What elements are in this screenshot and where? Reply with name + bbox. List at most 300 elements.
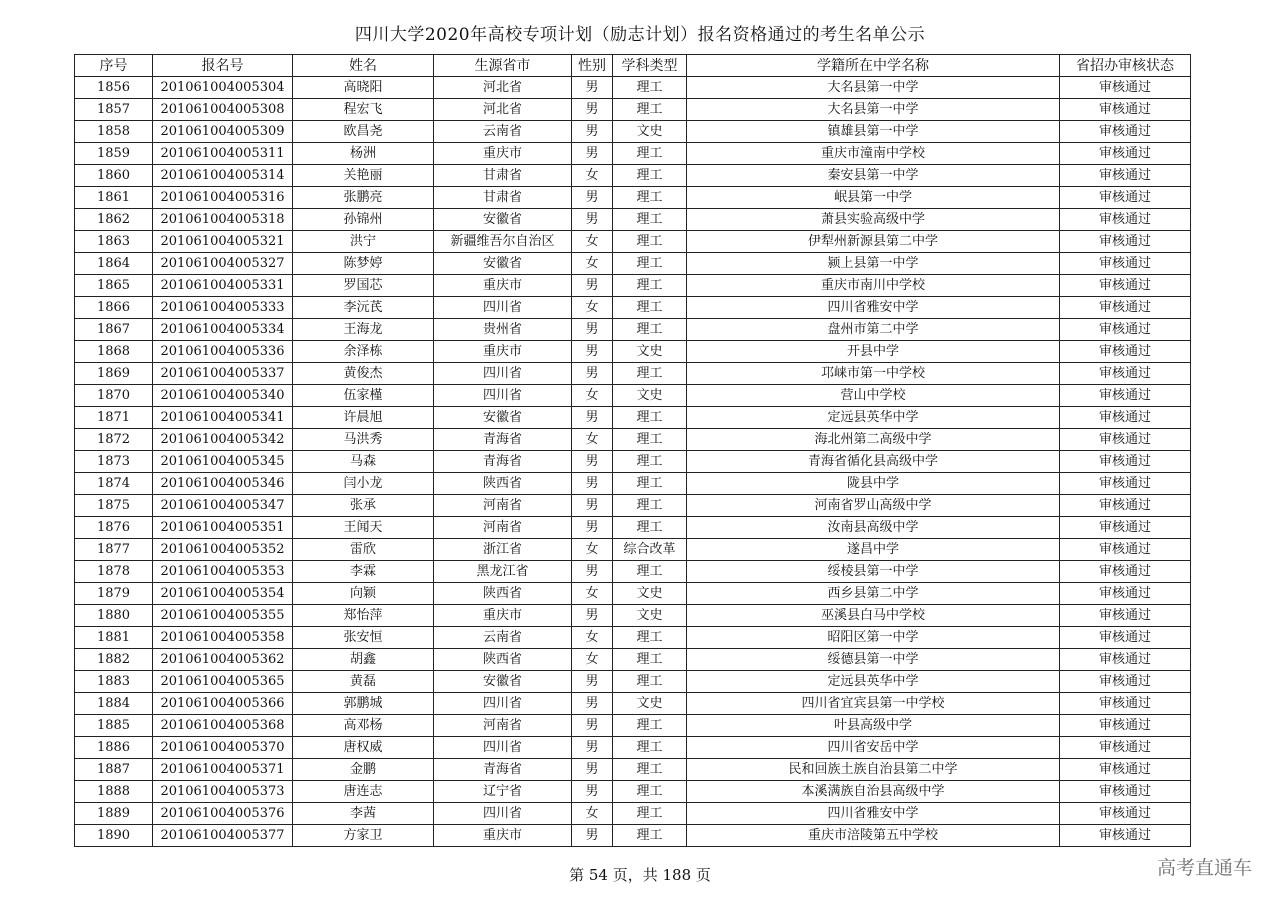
cell-subject: 综合改革	[613, 539, 687, 561]
cell-school: 重庆市潼南中学校	[687, 143, 1060, 165]
roster-table	[74, 54, 1191, 847]
table-row	[75, 495, 1191, 517]
table-row	[75, 561, 1191, 583]
cell-gender: 男	[572, 825, 613, 847]
cell-index: 1860	[75, 165, 153, 187]
cell-index: 1863	[75, 231, 153, 253]
cell-index: 1877	[75, 539, 153, 561]
cell-province: 新疆维吾尔自治区	[434, 231, 572, 253]
cell-school: 重庆市南川中学校	[687, 275, 1060, 297]
cell-school: 巫溪县白马中学校	[687, 605, 1060, 627]
cell-school: 本溪满族自治县高级中学	[687, 781, 1060, 803]
page-number: 第 54 页，共 188 页	[569, 866, 711, 884]
cell-gender: 男	[572, 781, 613, 803]
cell-name: 陈梦婷	[293, 253, 434, 275]
cell-name: 李霖	[293, 561, 434, 583]
cell-school: 青海省循化县高级中学	[687, 451, 1060, 473]
cell-subject: 理工	[613, 759, 687, 781]
cell-subject: 理工	[613, 473, 687, 495]
cell-status: 审核通过	[1060, 209, 1191, 231]
cell-status: 审核通过	[1060, 495, 1191, 517]
cell-index: 1888	[75, 781, 153, 803]
table-row	[75, 165, 1191, 187]
cell-province: 贵州省	[434, 319, 572, 341]
cell-school: 四川省宜宾县第一中学校	[687, 693, 1060, 715]
cell-gender: 女	[572, 583, 613, 605]
cell-status: 审核通过	[1060, 671, 1191, 693]
cell-province: 重庆市	[434, 825, 572, 847]
table-row	[75, 209, 1191, 231]
cell-reg-no: 201061004005368	[153, 715, 293, 737]
cell-school: 绥棱县第一中学	[687, 561, 1060, 583]
cell-school: 汝南县高级中学	[687, 517, 1060, 539]
cell-name: 闫小龙	[293, 473, 434, 495]
cell-status: 审核通过	[1060, 583, 1191, 605]
cell-school: 秦安县第一中学	[687, 165, 1060, 187]
cell-reg-no: 201061004005376	[153, 803, 293, 825]
cell-index: 1868	[75, 341, 153, 363]
table-row	[75, 143, 1191, 165]
table-body	[75, 77, 1191, 847]
cell-name: 金鹏	[293, 759, 434, 781]
cell-reg-no: 201061004005327	[153, 253, 293, 275]
cell-status: 审核通过	[1060, 517, 1191, 539]
cell-subject: 理工	[613, 495, 687, 517]
cell-province: 浙江省	[434, 539, 572, 561]
cell-index: 1881	[75, 627, 153, 649]
cell-gender: 男	[572, 517, 613, 539]
cell-province: 四川省	[434, 737, 572, 759]
page-title: 四川大学2020年高校专项计划（励志计划）报名资格通过的考生名单公示	[354, 25, 926, 45]
table-row	[75, 363, 1191, 385]
cell-name: 杨洲	[293, 143, 434, 165]
cell-reg-no: 201061004005352	[153, 539, 293, 561]
table-row	[75, 539, 1191, 561]
col-header-subject: 学科类型	[613, 55, 687, 77]
cell-reg-no: 201061004005373	[153, 781, 293, 803]
cell-gender: 男	[572, 77, 613, 99]
cell-name: 孙锦州	[293, 209, 434, 231]
cell-subject: 文史	[613, 341, 687, 363]
cell-province: 甘肃省	[434, 165, 572, 187]
cell-reg-no: 201061004005353	[153, 561, 293, 583]
cell-school: 大名县第一中学	[687, 99, 1060, 121]
cell-status: 审核通过	[1060, 649, 1191, 671]
cell-gender: 女	[572, 429, 613, 451]
cell-reg-no: 201061004005345	[153, 451, 293, 473]
cell-province: 四川省	[434, 803, 572, 825]
cell-index: 1879	[75, 583, 153, 605]
cell-school: 四川省安岳中学	[687, 737, 1060, 759]
cell-gender: 男	[572, 715, 613, 737]
cell-school: 颍上县第一中学	[687, 253, 1060, 275]
cell-subject: 文史	[613, 693, 687, 715]
cell-reg-no: 201061004005333	[153, 297, 293, 319]
table-row	[75, 627, 1191, 649]
table-row	[75, 297, 1191, 319]
cell-name: 向颖	[293, 583, 434, 605]
cell-gender: 男	[572, 759, 613, 781]
cell-reg-no: 201061004005362	[153, 649, 293, 671]
cell-index: 1870	[75, 385, 153, 407]
cell-status: 审核通过	[1060, 561, 1191, 583]
cell-status: 审核通过	[1060, 385, 1191, 407]
cell-status: 审核通过	[1060, 825, 1191, 847]
cell-school: 河南省罗山高级中学	[687, 495, 1060, 517]
cell-reg-no: 201061004005334	[153, 319, 293, 341]
cell-index: 1857	[75, 99, 153, 121]
cell-name: 王闻天	[293, 517, 434, 539]
cell-name: 高邓杨	[293, 715, 434, 737]
table-row	[75, 517, 1191, 539]
cell-school: 重庆市涪陵第五中学校	[687, 825, 1060, 847]
cell-status: 审核通过	[1060, 165, 1191, 187]
cell-province: 重庆市	[434, 275, 572, 297]
cell-gender: 男	[572, 363, 613, 385]
cell-school: 四川省雅安中学	[687, 803, 1060, 825]
table-row	[75, 385, 1191, 407]
cell-school: 大名县第一中学	[687, 77, 1060, 99]
col-header-school: 学籍所在中学名称	[687, 55, 1060, 77]
cell-status: 审核通过	[1060, 781, 1191, 803]
cell-subject: 理工	[613, 627, 687, 649]
table-row	[75, 737, 1191, 759]
cell-reg-no: 201061004005314	[153, 165, 293, 187]
cell-reg-no: 201061004005355	[153, 605, 293, 627]
cell-subject: 理工	[613, 451, 687, 473]
cell-school: 遂昌中学	[687, 539, 1060, 561]
table-row	[75, 649, 1191, 671]
cell-index: 1865	[75, 275, 153, 297]
cell-index: 1862	[75, 209, 153, 231]
cell-province: 甘肃省	[434, 187, 572, 209]
cell-gender: 男	[572, 737, 613, 759]
cell-reg-no: 201061004005366	[153, 693, 293, 715]
cell-index: 1878	[75, 561, 153, 583]
cell-province: 四川省	[434, 363, 572, 385]
col-header-gender: 性别	[572, 55, 613, 77]
cell-gender: 女	[572, 803, 613, 825]
cell-province: 陕西省	[434, 649, 572, 671]
cell-status: 审核通过	[1060, 341, 1191, 363]
cell-name: 许晨旭	[293, 407, 434, 429]
cell-name: 李沅芪	[293, 297, 434, 319]
cell-gender: 男	[572, 693, 613, 715]
col-header-status: 省招办审核状态	[1060, 55, 1191, 77]
table-row	[75, 671, 1191, 693]
table-row	[75, 99, 1191, 121]
cell-school: 海北州第二高级中学	[687, 429, 1060, 451]
cell-index: 1876	[75, 517, 153, 539]
cell-reg-no: 201061004005370	[153, 737, 293, 759]
cell-index: 1887	[75, 759, 153, 781]
table-row	[75, 77, 1191, 99]
cell-gender: 女	[572, 649, 613, 671]
cell-name: 洪宁	[293, 231, 434, 253]
cell-school: 营山中学校	[687, 385, 1060, 407]
cell-province: 重庆市	[434, 605, 572, 627]
cell-school: 定远县英华中学	[687, 407, 1060, 429]
cell-index: 1885	[75, 715, 153, 737]
cell-province: 重庆市	[434, 341, 572, 363]
cell-index: 1880	[75, 605, 153, 627]
cell-subject: 理工	[613, 671, 687, 693]
cell-gender: 女	[572, 385, 613, 407]
table-header-row	[75, 55, 1191, 77]
cell-status: 审核通过	[1060, 759, 1191, 781]
cell-subject: 理工	[613, 99, 687, 121]
cell-province: 河南省	[434, 517, 572, 539]
cell-school: 定远县英华中学	[687, 671, 1060, 693]
cell-subject: 理工	[613, 825, 687, 847]
cell-name: 雷欣	[293, 539, 434, 561]
cell-index: 1873	[75, 451, 153, 473]
cell-reg-no: 201061004005347	[153, 495, 293, 517]
cell-gender: 女	[572, 297, 613, 319]
cell-subject: 理工	[613, 319, 687, 341]
cell-reg-no: 201061004005346	[153, 473, 293, 495]
cell-gender: 女	[572, 627, 613, 649]
cell-status: 审核通过	[1060, 363, 1191, 385]
cell-gender: 男	[572, 451, 613, 473]
cell-school: 绥德县第一中学	[687, 649, 1060, 671]
col-header-index: 序号	[75, 55, 153, 77]
cell-index: 1859	[75, 143, 153, 165]
cell-reg-no: 201061004005318	[153, 209, 293, 231]
cell-gender: 女	[572, 165, 613, 187]
cell-status: 审核通过	[1060, 253, 1191, 275]
cell-index: 1867	[75, 319, 153, 341]
cell-index: 1864	[75, 253, 153, 275]
cell-reg-no: 201061004005371	[153, 759, 293, 781]
cell-name: 程宏飞	[293, 99, 434, 121]
cell-school: 陇县中学	[687, 473, 1060, 495]
cell-name: 王海龙	[293, 319, 434, 341]
table-row	[75, 781, 1191, 803]
cell-index: 1872	[75, 429, 153, 451]
cell-gender: 男	[572, 275, 613, 297]
cell-subject: 文史	[613, 583, 687, 605]
cell-subject: 理工	[613, 649, 687, 671]
cell-gender: 男	[572, 605, 613, 627]
cell-school: 岷县第一中学	[687, 187, 1060, 209]
cell-province: 重庆市	[434, 143, 572, 165]
cell-province: 陕西省	[434, 583, 572, 605]
cell-subject: 理工	[613, 143, 687, 165]
cell-school: 开县中学	[687, 341, 1060, 363]
table-row	[75, 319, 1191, 341]
table-row	[75, 231, 1191, 253]
cell-gender: 男	[572, 187, 613, 209]
table-row	[75, 803, 1191, 825]
cell-name: 郑怡萍	[293, 605, 434, 627]
cell-status: 审核通过	[1060, 737, 1191, 759]
cell-name: 张安恒	[293, 627, 434, 649]
cell-gender: 男	[572, 671, 613, 693]
cell-reg-no: 201061004005365	[153, 671, 293, 693]
cell-reg-no: 201061004005316	[153, 187, 293, 209]
cell-gender: 男	[572, 319, 613, 341]
cell-status: 审核通过	[1060, 143, 1191, 165]
cell-reg-no: 201061004005354	[153, 583, 293, 605]
cell-gender: 男	[572, 407, 613, 429]
cell-status: 审核通过	[1060, 429, 1191, 451]
cell-status: 审核通过	[1060, 231, 1191, 253]
cell-reg-no: 201061004005309	[153, 121, 293, 143]
cell-index: 1889	[75, 803, 153, 825]
table-row	[75, 429, 1191, 451]
cell-subject: 理工	[613, 297, 687, 319]
cell-name: 郭鹏城	[293, 693, 434, 715]
cell-name: 关艳丽	[293, 165, 434, 187]
cell-province: 青海省	[434, 429, 572, 451]
cell-gender: 女	[572, 539, 613, 561]
table-row	[75, 583, 1191, 605]
cell-province: 辽宁省	[434, 781, 572, 803]
cell-province: 云南省	[434, 121, 572, 143]
cell-name: 马森	[293, 451, 434, 473]
cell-index: 1875	[75, 495, 153, 517]
cell-subject: 理工	[613, 715, 687, 737]
cell-name: 张承	[293, 495, 434, 517]
cell-status: 审核通过	[1060, 297, 1191, 319]
cell-reg-no: 201061004005358	[153, 627, 293, 649]
cell-reg-no: 201061004005351	[153, 517, 293, 539]
col-header-name: 姓名	[293, 55, 434, 77]
cell-subject: 理工	[613, 275, 687, 297]
cell-subject: 理工	[613, 429, 687, 451]
cell-index: 1869	[75, 363, 153, 385]
cell-index: 1861	[75, 187, 153, 209]
table-row	[75, 121, 1191, 143]
cell-status: 审核通过	[1060, 275, 1191, 297]
cell-province: 四川省	[434, 385, 572, 407]
cell-school: 镇雄县第一中学	[687, 121, 1060, 143]
cell-subject: 理工	[613, 77, 687, 99]
cell-school: 邛崃市第一中学校	[687, 363, 1060, 385]
cell-province: 河南省	[434, 495, 572, 517]
cell-status: 审核通过	[1060, 407, 1191, 429]
cell-subject: 理工	[613, 407, 687, 429]
cell-subject: 理工	[613, 803, 687, 825]
cell-school: 伊犁州新源县第二中学	[687, 231, 1060, 253]
cell-status: 审核通过	[1060, 605, 1191, 627]
cell-subject: 理工	[613, 209, 687, 231]
cell-status: 审核通过	[1060, 187, 1191, 209]
cell-index: 1874	[75, 473, 153, 495]
cell-province: 安徽省	[434, 671, 572, 693]
cell-index: 1890	[75, 825, 153, 847]
cell-province: 四川省	[434, 297, 572, 319]
cell-subject: 文史	[613, 121, 687, 143]
cell-school: 民和回族土族自治县第二中学	[687, 759, 1060, 781]
cell-reg-no: 201061004005377	[153, 825, 293, 847]
cell-province: 河北省	[434, 99, 572, 121]
cell-status: 审核通过	[1060, 473, 1191, 495]
cell-school: 昭阳区第一中学	[687, 627, 1060, 649]
table-row	[75, 407, 1191, 429]
cell-index: 1858	[75, 121, 153, 143]
cell-index: 1856	[75, 77, 153, 99]
cell-reg-no: 201061004005336	[153, 341, 293, 363]
cell-province: 安徽省	[434, 407, 572, 429]
cell-subject: 理工	[613, 253, 687, 275]
cell-reg-no: 201061004005304	[153, 77, 293, 99]
cell-index: 1886	[75, 737, 153, 759]
cell-reg-no: 201061004005341	[153, 407, 293, 429]
cell-status: 审核通过	[1060, 77, 1191, 99]
cell-gender: 女	[572, 231, 613, 253]
table-row	[75, 451, 1191, 473]
cell-gender: 男	[572, 99, 613, 121]
cell-province: 四川省	[434, 693, 572, 715]
table-row	[75, 473, 1191, 495]
cell-province: 云南省	[434, 627, 572, 649]
cell-school: 叶县高级中学	[687, 715, 1060, 737]
cell-reg-no: 201061004005331	[153, 275, 293, 297]
table-row	[75, 693, 1191, 715]
cell-reg-no: 201061004005321	[153, 231, 293, 253]
col-header-reg-no: 报名号	[153, 55, 293, 77]
cell-name: 伍家槿	[293, 385, 434, 407]
table-row	[75, 187, 1191, 209]
cell-subject: 文史	[613, 605, 687, 627]
cell-name: 马洪秀	[293, 429, 434, 451]
cell-subject: 理工	[613, 231, 687, 253]
watermark: 高考直通车	[1156, 857, 1252, 879]
table-row	[75, 825, 1191, 847]
cell-name: 张鹏亮	[293, 187, 434, 209]
cell-status: 审核通过	[1060, 715, 1191, 737]
cell-gender: 男	[572, 473, 613, 495]
cell-index: 1866	[75, 297, 153, 319]
table-row	[75, 759, 1191, 781]
cell-subject: 理工	[613, 781, 687, 803]
cell-subject: 理工	[613, 517, 687, 539]
cell-name: 唐权威	[293, 737, 434, 759]
cell-province: 陕西省	[434, 473, 572, 495]
table-row	[75, 253, 1191, 275]
cell-subject: 理工	[613, 737, 687, 759]
cell-name: 罗国芯	[293, 275, 434, 297]
cell-subject: 理工	[613, 165, 687, 187]
table-row	[75, 275, 1191, 297]
cell-name: 余泽栋	[293, 341, 434, 363]
cell-index: 1883	[75, 671, 153, 693]
cell-school: 西乡县第二中学	[687, 583, 1060, 605]
col-header-province: 生源省市	[434, 55, 572, 77]
cell-index: 1882	[75, 649, 153, 671]
cell-province: 黑龙江省	[434, 561, 572, 583]
cell-status: 审核通过	[1060, 803, 1191, 825]
cell-name: 胡鑫	[293, 649, 434, 671]
cell-province: 青海省	[434, 759, 572, 781]
cell-reg-no: 201061004005337	[153, 363, 293, 385]
cell-province: 河北省	[434, 77, 572, 99]
cell-subject: 理工	[613, 187, 687, 209]
cell-gender: 男	[572, 143, 613, 165]
cell-province: 河南省	[434, 715, 572, 737]
cell-province: 安徽省	[434, 253, 572, 275]
cell-gender: 男	[572, 561, 613, 583]
cell-reg-no: 201061004005340	[153, 385, 293, 407]
cell-province: 青海省	[434, 451, 572, 473]
cell-subject: 理工	[613, 561, 687, 583]
cell-subject: 理工	[613, 363, 687, 385]
cell-school: 四川省雅安中学	[687, 297, 1060, 319]
cell-name: 黄磊	[293, 671, 434, 693]
table-row	[75, 605, 1191, 627]
